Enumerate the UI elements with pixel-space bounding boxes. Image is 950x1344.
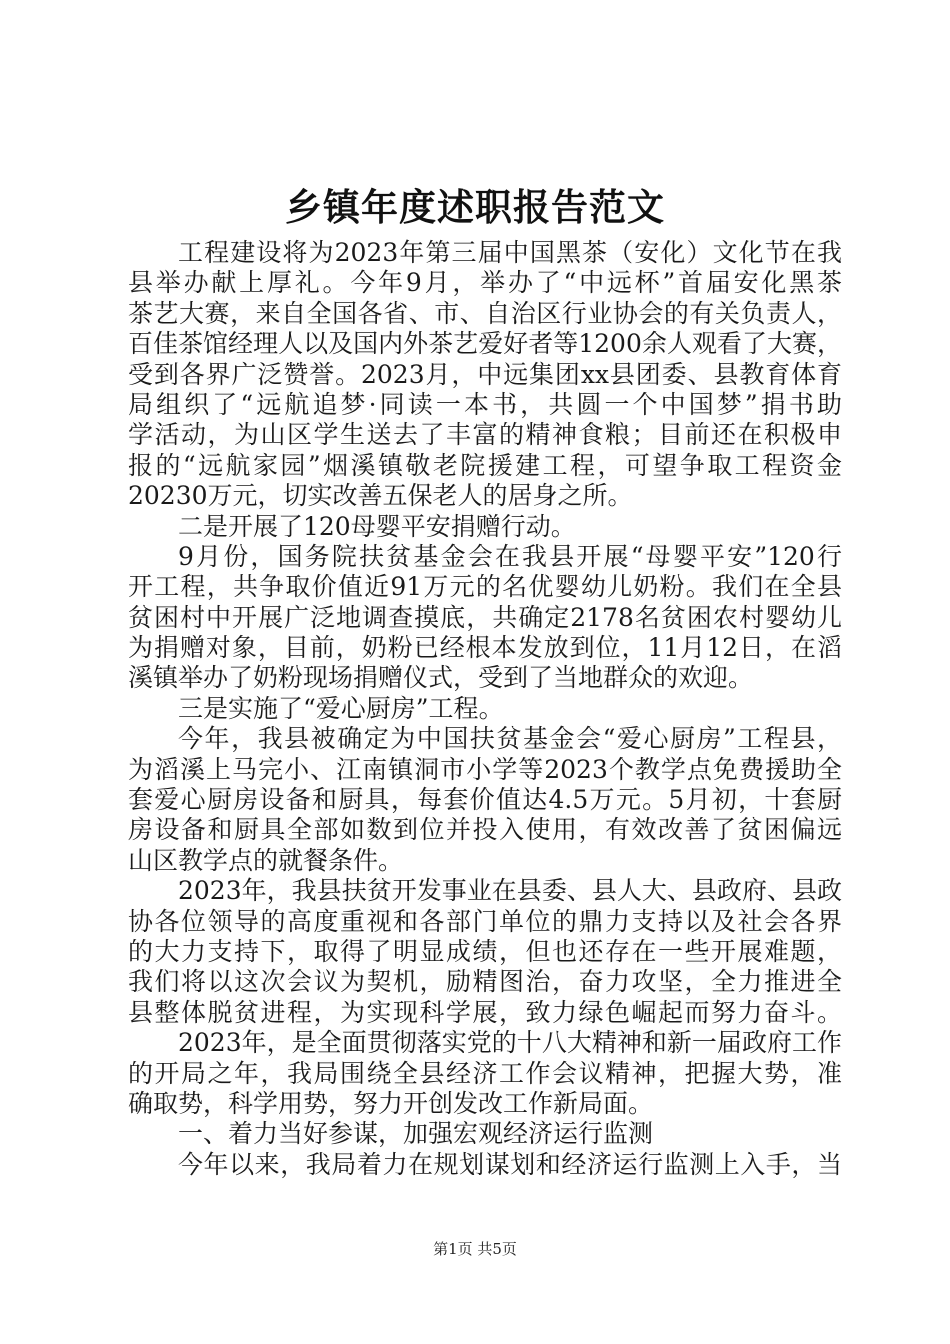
- text-line: 的开局之年，我局围绕全县经济工作会议精神，把握大势，准: [128, 1058, 842, 1088]
- page-footer: 第1页 共5页: [433, 1240, 517, 1258]
- text-line: 协各位领导的高度重视和各部门单位的鼎力支持以及社会各界: [128, 906, 842, 936]
- text-line: 茶艺大赛，来自全国各省、市、自治区行业协会的有关负责人，: [128, 298, 842, 328]
- text-line: 为滔溪上马完小、江南镇洞市小学等2023个教学点免费援助全: [128, 754, 842, 784]
- text-line: 为捐赠对象，目前，奶粉已经根本发放到位，11月12日，在滔: [128, 633, 842, 663]
- text-line: 报的“远航家园”烟溪镇敬老院援建工程，可望争取工程资金: [128, 450, 842, 480]
- document-body: [128, 238, 842, 1180]
- text-line: 二是开展了120母婴平安捐赠行动。: [178, 511, 576, 541]
- text-line: 9月份，国务院扶贫基金会在我县开展“母婴平安”120行: [178, 541, 842, 571]
- text-line: 房设备和厨具全部如数到位并投入使用，有效改善了贫困偏远: [128, 815, 842, 845]
- text-line: 贫困村中开展广泛地调查摸底，共确定2178名贫困农村婴幼儿: [128, 602, 842, 632]
- text-line: 百佳茶馆经理人以及国内外茶艺爱好者等1200余人观看了大赛，: [128, 329, 842, 359]
- text-line: 受到各界广泛赞誉。2023月，中远集团xx县团委、县教育体育: [128, 359, 842, 389]
- text-line: 的大力支持下，取得了明显成绩，但也还存在一些开展难题，: [128, 936, 842, 966]
- text-line: 2023年，是全面贯彻落实党的十八大精神和新一届政府工作: [178, 1028, 842, 1058]
- text-line: 开工程，共争取价值近91万元的名优婴幼儿奶粉。我们在全县: [128, 572, 842, 602]
- document-title: 乡镇年度述职报告范文: [285, 186, 665, 229]
- text-line: 今年，我县被确定为中国扶贫基金会“爱心厨房”工程县，: [178, 724, 842, 754]
- text-line: 一、着力当好参谋，加强宏观经济运行监测: [178, 1119, 654, 1149]
- text-line: 三是实施了“爱心厨房”工程。: [178, 693, 504, 723]
- text-line: 学活动，为山区学生送去了丰富的精神食粮；目前还在积极申: [128, 420, 842, 450]
- text-line: 20230万元，切实改善五保老人的居身之所。: [128, 481, 633, 511]
- text-line: 今年以来，我局着力在规划谋划和经济运行监测上入手，当: [178, 1149, 842, 1179]
- text-line: 确取势，科学用势，努力开创发改工作新局面。: [128, 1088, 654, 1118]
- text-line: 2023年，我县扶贫开发事业在县委、县人大、县政府、县政: [178, 876, 842, 906]
- text-line: 局组织了“远航追梦·同读一本书，共圆一个中国梦”捐书助: [128, 389, 842, 419]
- text-line: 县举办献上厚礼。今年9月，举办了“中远杯”首届安化黑茶: [128, 268, 842, 298]
- text-line: 套爱心厨房设备和厨具，每套价值达4.5万元。5月初，十套厨: [128, 785, 842, 815]
- text-line: 县整体脱贫进程，为实现科学展，致力绿色崛起而努力奋斗。: [128, 997, 842, 1027]
- text-line: 工程建设将为2023年第三届中国黑茶（安化）文化节在我: [178, 238, 842, 267]
- text-line: 山区教学点的就餐条件。: [128, 845, 404, 875]
- text-line: 我们将以这次会议为契机，励精图治，奋力攻坚，全力推进全: [128, 967, 842, 997]
- text-line: 溪镇举办了奶粉现场捐赠仪式，受到了当地群众的欢迎。: [128, 663, 754, 693]
